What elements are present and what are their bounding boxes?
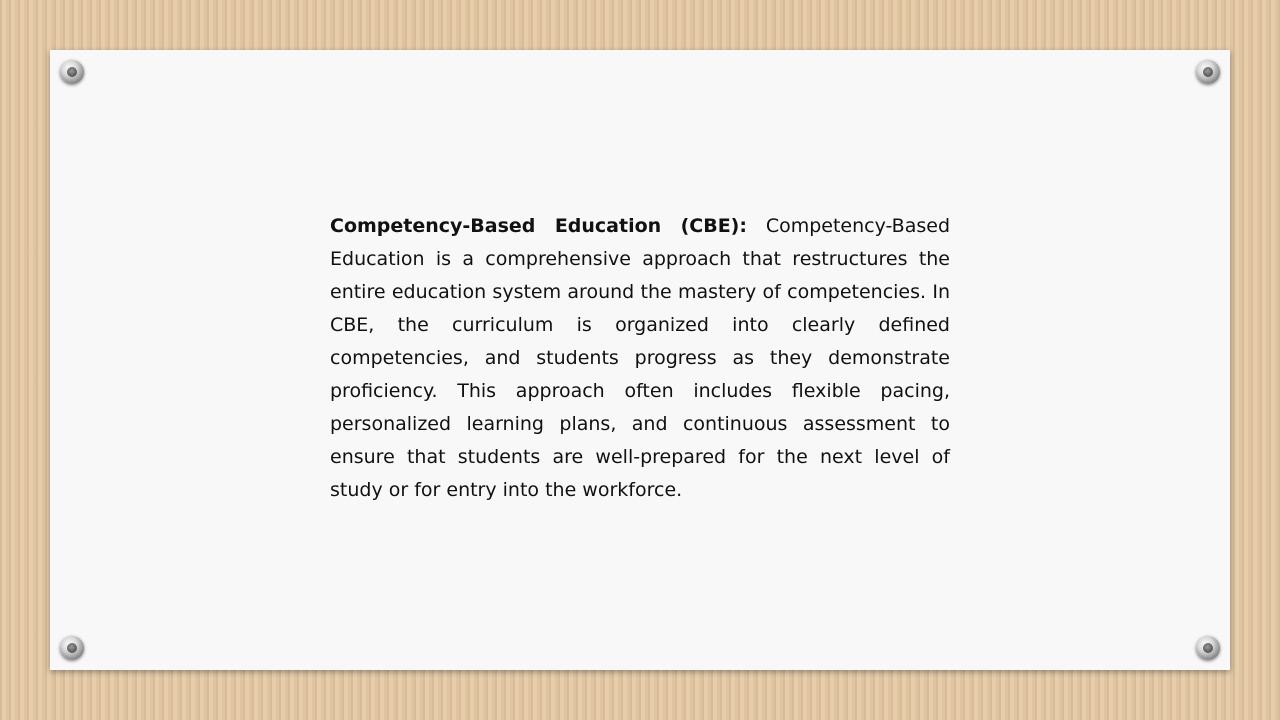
definition-paragraph — [330, 210, 950, 507]
pin-icon-bottom-left — [60, 636, 84, 660]
term-heading: Competency-Based Education (CBE): — [330, 215, 747, 237]
definition-text: Competency-Based Education is a comprehensive approach that restructures the entire education system around the mastery of competencies. In CBE, the curriculum is organized into clearly defined competencies, and students progress as they demonstrate proficiency. This approach often includes flexible pacing, personalized learning plans, and continuous assessment to ensure that students are well-prepared for the next level of study or for entry into the workforce. — [330, 215, 951, 501]
pinned-paper-board — [50, 50, 1230, 670]
pin-icon-bottom-right — [1196, 636, 1220, 660]
pin-icon-top-right — [1196, 60, 1220, 84]
pin-icon-top-left — [60, 60, 84, 84]
